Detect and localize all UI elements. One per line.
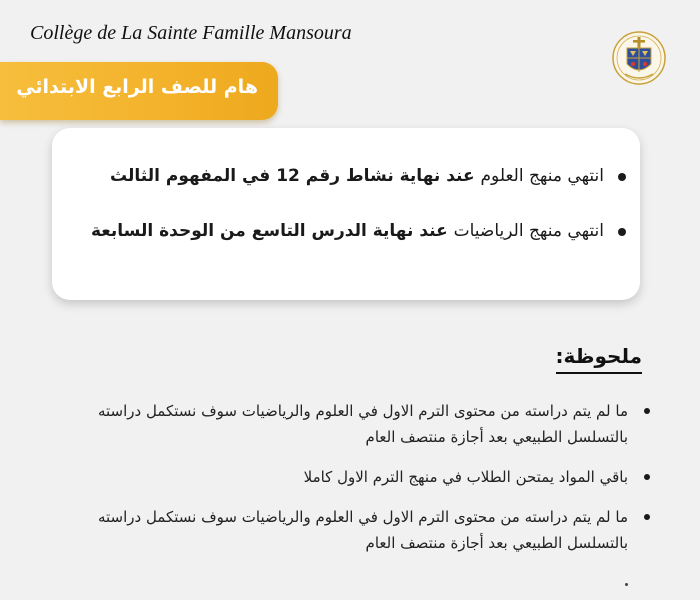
item-detail: عند نهاية الدرس التاسع من الوحدة السابعة (91, 221, 454, 241)
note-list (36, 398, 656, 570)
list-item (62, 219, 632, 243)
school-crest-logo (611, 28, 667, 88)
decorative-dot (625, 583, 628, 586)
list-item (36, 504, 656, 556)
bullet-icon (618, 228, 626, 236)
curriculum-card (52, 128, 640, 300)
banner-title: هام للصف الرابع الابتدائي (16, 76, 258, 98)
bullet-icon (644, 474, 650, 480)
bullet-icon (644, 408, 650, 414)
school-name: Collège de La Sainte Famille Mansoura (30, 22, 352, 44)
grade-banner (0, 62, 278, 120)
list-item (36, 398, 656, 450)
item-subject: انتهي منهج العلوم (480, 166, 604, 186)
list-item (62, 164, 632, 188)
note-text: ما لم يتم دراسته من محتوى الترم الاول في العلوم والرياضيات سوف نستكمل دراسته بالتسلسل الطبيعي بعد أجازة منتصف العام (97, 508, 628, 552)
note-text: ما لم يتم دراسته من محتوى الترم الاول في العلوم والرياضيات سوف نستكمل دراسته بالتسلسل الطبيعي بعد أجازة منتصف العام (97, 402, 628, 446)
list-item (36, 464, 656, 490)
curriculum-list (62, 164, 632, 274)
item-subject: انتهي منهج الرياضيات (453, 221, 604, 241)
note-title: ملحوظة: (556, 344, 642, 374)
bullet-icon (618, 173, 626, 181)
item-detail: عند نهاية نشاط رقم 12 في المفهوم الثالث (110, 166, 481, 186)
note-text: باقي المواد يمتحن الطلاب في منهج الترم الاول كاملا (303, 468, 628, 486)
bullet-icon (644, 514, 650, 520)
